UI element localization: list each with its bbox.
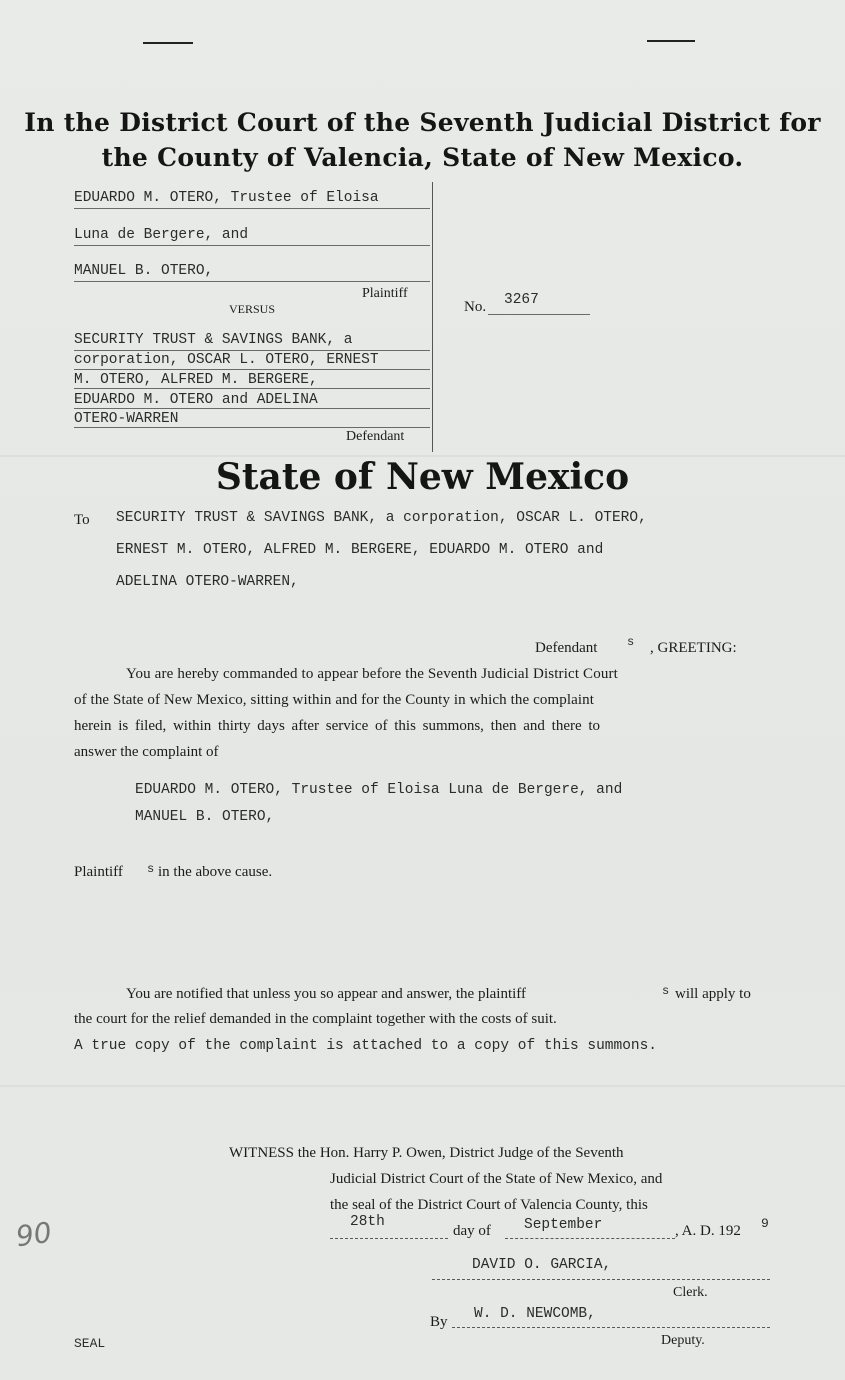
complaint-of-line: MANUEL B. OTERO, bbox=[135, 809, 275, 825]
caption-rule bbox=[74, 388, 430, 389]
command-line: answer the complaint of bbox=[74, 744, 219, 760]
witness-day-value: 28th bbox=[350, 1214, 385, 1230]
witness-year-digit: 9 bbox=[761, 1216, 769, 1231]
greeting-plural-s: s bbox=[627, 635, 635, 649]
command-line: of the State of New Mexico, sitting within and for the County in which the complaint bbox=[74, 692, 594, 708]
staple-mark bbox=[647, 40, 695, 42]
defendant-line: SECURITY TRUST & SAVINGS BANK, a bbox=[74, 332, 353, 348]
to-label: To bbox=[74, 512, 90, 528]
caption-rule bbox=[74, 369, 430, 370]
caption-rule bbox=[74, 208, 430, 209]
case-no-value: 3267 bbox=[504, 292, 539, 308]
witness-line3: the seal of the District Court of Valencia County, this bbox=[330, 1197, 648, 1213]
to-line: SECURITY TRUST & SAVINGS BANK, a corporation, OSCAR L. OTERO, bbox=[116, 510, 647, 526]
caption-divider bbox=[432, 182, 433, 452]
state-title: State of New Mexico bbox=[215, 456, 630, 498]
case-no-rule bbox=[488, 314, 590, 315]
defendant-line: M. OTERO, ALFRED M. BERGERE, bbox=[74, 372, 318, 388]
witness-month-value: September bbox=[524, 1217, 603, 1233]
plaintiff-line: MANUEL B. OTERO, bbox=[74, 263, 214, 279]
plaintiff-cause-plural-s: s bbox=[147, 862, 155, 876]
notice-typed-line: A true copy of the complaint is attached to a copy of this summons. bbox=[74, 1038, 657, 1054]
court-header-line2: the County of Valencia, State of New Mexico. bbox=[101, 143, 744, 172]
witness-ad-label: , A. D. 192 bbox=[675, 1223, 741, 1239]
complaint-of-line: EDUARDO M. OTERO, Trustee of Eloisa Luna de Bergere, and bbox=[135, 782, 623, 798]
versus-label: VERSUS bbox=[229, 302, 276, 316]
plaintiff-cause-suffix: in the above cause. bbox=[158, 864, 273, 880]
notice-line2: the court for the relief demanded in the complaint together with the costs of suit. bbox=[74, 1011, 557, 1027]
witness-line1: WITNESS the Hon. Harry P. Owen, District Judge of the Seventh bbox=[229, 1145, 624, 1161]
pencil-margin-note: 90 bbox=[13, 1215, 54, 1254]
to-line: ADELINA OTERO-WARREN, bbox=[116, 574, 299, 590]
clerk-signature-line bbox=[432, 1279, 770, 1280]
notice-plural-s: s bbox=[662, 984, 670, 998]
greeting-defendant-label: Defendant bbox=[535, 640, 598, 656]
defendant-label: Defendant bbox=[346, 429, 405, 444]
command-line: herein is filed, within thirty days after service of this summons, then and there to bbox=[74, 718, 601, 734]
caption-rule bbox=[74, 427, 430, 428]
month-blank bbox=[505, 1238, 675, 1239]
plaintiff-line: Luna de Bergere, and bbox=[74, 227, 249, 243]
plaintiff-label: Plaintiff bbox=[362, 286, 408, 301]
witness-line2: Judicial District Court of the State of New Mexico, and bbox=[330, 1171, 663, 1187]
caption-rule bbox=[74, 350, 430, 351]
defendant-line: corporation, OSCAR L. OTERO, ERNEST bbox=[74, 352, 379, 368]
seal-label: SEAL bbox=[74, 1336, 106, 1351]
court-header-line1: In the District Court of the Seventh Judicial District for bbox=[24, 108, 821, 137]
deputy-signature-line bbox=[452, 1327, 770, 1328]
deputy-name: W. D. NEWCOMB, bbox=[474, 1306, 596, 1322]
by-label: By bbox=[430, 1314, 448, 1330]
defendant-line: EDUARDO M. OTERO and ADELINA bbox=[74, 392, 318, 408]
command-line: You are hereby commanded to appear before the Seventh Judicial District Court bbox=[126, 666, 618, 682]
greeting-text: , GREETING: bbox=[650, 640, 737, 656]
caption-rule bbox=[74, 245, 430, 246]
case-no-label: No. bbox=[464, 299, 487, 315]
staple-mark bbox=[143, 42, 193, 44]
notice-line1-a: You are notified that unless you so appear and answer, the plaintiff bbox=[126, 986, 527, 1002]
to-line: ERNEST M. OTERO, ALFRED M. BERGERE, EDUARDO M. OTERO and bbox=[116, 542, 604, 558]
clerk-label: Clerk. bbox=[673, 1285, 708, 1300]
caption-rule bbox=[74, 408, 430, 409]
fold-crease bbox=[0, 1085, 845, 1087]
plaintiff-line: EDUARDO M. OTERO, Trustee of Eloisa bbox=[74, 190, 379, 206]
clerk-name: DAVID O. GARCIA, bbox=[472, 1257, 612, 1273]
defendant-line: OTERO-WARREN bbox=[74, 411, 179, 427]
day-blank bbox=[330, 1238, 448, 1239]
caption-rule bbox=[74, 281, 430, 282]
notice-line1-b: will apply to bbox=[675, 986, 751, 1002]
deputy-label: Deputy. bbox=[661, 1333, 705, 1348]
plaintiff-cause-prefix: Plaintiff bbox=[74, 864, 123, 880]
witness-day-of-label: day of bbox=[453, 1223, 491, 1239]
